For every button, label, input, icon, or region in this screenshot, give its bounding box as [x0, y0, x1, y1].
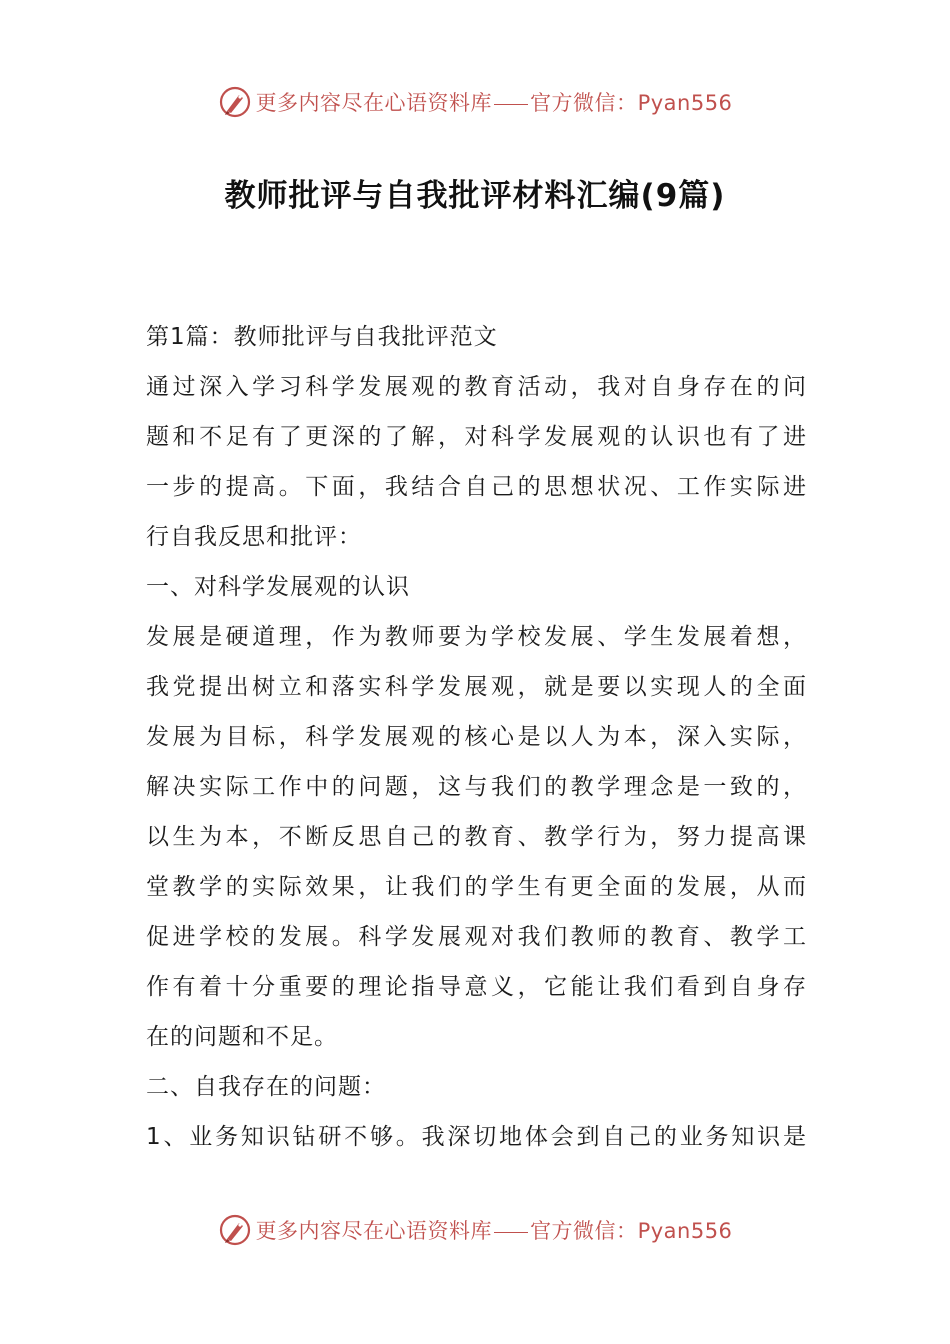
- text-line: 二、自我存在的问题：: [146, 1074, 386, 1100]
- watermark-brand: 更多内容尽在心语资料库: [255, 91, 493, 115]
- watermark-text: [256, 1215, 733, 1245]
- text-line: 堂教学的实际效果，让我们的学生有更全面的发展，从而: [146, 874, 806, 900]
- footer-watermark: [0, 1208, 950, 1252]
- document-title: 教师批评与自我批评材料汇编(9篇): [224, 178, 726, 214]
- pen-nib-icon: [218, 85, 252, 119]
- header-watermark: [0, 80, 950, 124]
- watermark-wechat-label: 官方微信：: [530, 1219, 638, 1243]
- watermark-dash: [494, 1232, 528, 1234]
- text-line: 促进学校的发展。科学发展观对我们教师的教育、教学工: [146, 924, 806, 950]
- text-line: 发展是硬道理，作为教师要为学校发展、学生发展着想，: [146, 624, 806, 650]
- text-line: 我党提出树立和落实科学发展观，就是要以实现人的全面: [146, 674, 806, 700]
- text-line: 作有着十分重要的理论指导意义，它能让我们看到自身存: [146, 974, 806, 1000]
- text-line: 一步的提高。下面，我结合自己的思想状况、工作实际进: [146, 474, 806, 500]
- watermark-text: [256, 87, 733, 117]
- pen-nib-icon: [218, 1213, 252, 1247]
- text-line: 题和不足有了更深的了解，对科学发展观的认识也有了进: [146, 424, 806, 450]
- watermark-wechat-id: Pyan556: [637, 91, 733, 115]
- text-line: 解决实际工作中的问题，这与我们的教学理念是一致的，: [146, 774, 806, 800]
- watermark-dash: [494, 104, 528, 106]
- text-line: 通过深入学习科学发展观的教育活动，我对自身存在的问: [146, 374, 806, 400]
- text-line: 行自我反思和批评：: [146, 524, 362, 550]
- watermark-brand: 更多内容尽在心语资料库: [255, 1219, 493, 1243]
- text-line: 一、对科学发展观的认识: [146, 574, 410, 600]
- watermark-wechat-label: 官方微信：: [530, 91, 638, 115]
- text-line: 第1篇：教师批评与自我批评范文: [146, 324, 498, 350]
- text-line: 在的问题和不足。: [146, 1024, 338, 1050]
- document-body: [146, 312, 806, 1162]
- text-line: 1、业务知识钻研不够。我深切地体会到自己的业务知识是: [146, 1124, 806, 1150]
- text-line: 发展为目标，科学发展观的核心是以人为本，深入实际，: [146, 724, 806, 750]
- text-line: 以生为本，不断反思自己的教育、教学行为，努力提高课: [146, 824, 806, 850]
- watermark-wechat-id: Pyan556: [637, 1219, 733, 1243]
